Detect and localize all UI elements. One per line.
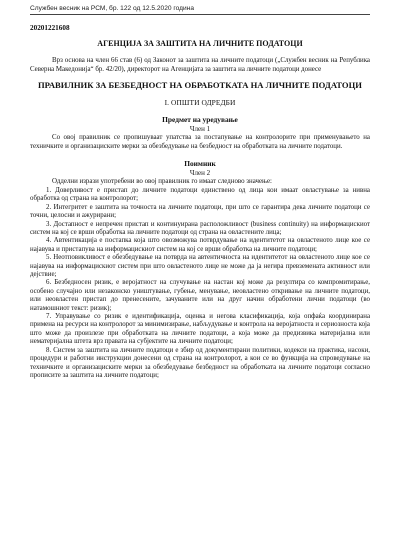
preamble: Врз основа на член 66 став (6) од Законот за заштита на личните податоци („Службен весник на Република Северна Македонија“ бр. 42/20), директорот на Агенцијата за заштита на личните податоци донесе: [30, 57, 370, 73]
agency-name: АГЕНЦИЈА ЗА ЗАШТИТА НА ЛИЧНИТЕ ПОДАТОЦИ: [97, 39, 303, 48]
document-body: [30, 39, 370, 380]
definition-item: 3. Достапност е непречен пристап и континуирана расположливост (business continuity) на информацискиот систем на кој се врши обработка на личните податоци од страна на овластените лица;: [30, 220, 370, 236]
section-heading: I. ОПШТИ ОДРЕДБИ: [164, 98, 236, 108]
rulebook-title: ПРАВИЛНИК ЗА БЕЗБЕДНОСТ НА ОБРАБОТКАТА НА ЛИЧНИТЕ ПОДАТОЦИ: [38, 80, 362, 91]
gazette-header: Службен весник на РСМ, бр. 122 од 12.5.2020 година: [30, 5, 194, 12]
subject-heading: Предмет на уредување: [162, 115, 238, 125]
article-1-label: Член 1: [189, 125, 211, 134]
article-2-label: Член 2: [189, 169, 211, 178]
definition-item: 1. Доверливост е пристап до личните податоци единствено од лица кои имаат овластување за нивна обработка од страна на контролорот;: [30, 186, 370, 203]
spacer: [30, 151, 370, 159]
definition-item: 8. Систем за заштита на личните податоци е збир од документирани политики, кодекси на практика, насоки, процедури и работни инструкции донесени од страна на контролорот, а кои се во функција на спроведување на техничките и организациските мерки за обезбедување безбедност на обработката на личните податоци согласно прописите за заштита на личните податоци;: [30, 346, 370, 379]
terms-heading: Поимник: [184, 159, 216, 169]
definition-item: 2. Интегритет е заштита на точноста на личните податоци, при што се гарантира дека личните податоци се точни, целосни и ажурирани;: [30, 203, 370, 220]
definition-item: 4. Автентикација е постапка која што овозможува потврдување на идентитетот на овластеното лице кое се најавува и пристапува на информацискиот систем на кој се врши обработка на личните податоци;: [30, 237, 370, 253]
header-divider: [30, 14, 370, 15]
article-1-text: Со овој правилник се пропишуваат упатства за постапување на контролорите при применувањето на техничките и организациските мерки за обезбедување на безбедност на обработката на личните податоци.: [30, 134, 370, 150]
article-2-intro: Одделни изрази употребени во овој правилник го имаат следново значење:: [52, 178, 272, 186]
document-number: 20201221608: [30, 24, 70, 32]
definition-item: 6. Безбедносен ризик, е веројатност на случување на настан кој може да резултира со компромитирање, особено случајно или незаконско уништување, губење, менување, неовластено откривање на личните податоци, или неовластен пристап до пренесените, зачуваните или на друг начин обработени лични податоци (во натамошниот текст: ризик);: [30, 279, 370, 312]
definitions-list: [30, 187, 370, 380]
definition-item: 7. Управување со ризик е идентификација, оценка и негова класификација, која опфаќа координирана примена на ресурси на контролорот за минимизирање, набљудување и контрола на веројатноста и сериозноста која што може да произлезе при обработката на личните податоци, а која може да предизвика материјална или нематеријална штета врз правата на субјектите на личните податоци;: [30, 313, 370, 346]
definition-item: 5. Неотповикливост е обезбедување на потврда на автентичноста на идентитетот на овластеното лице кое се најавува на информацискиот систем при што овластеното лице не може да ја негира превземената активност или дејствие;: [30, 254, 370, 279]
